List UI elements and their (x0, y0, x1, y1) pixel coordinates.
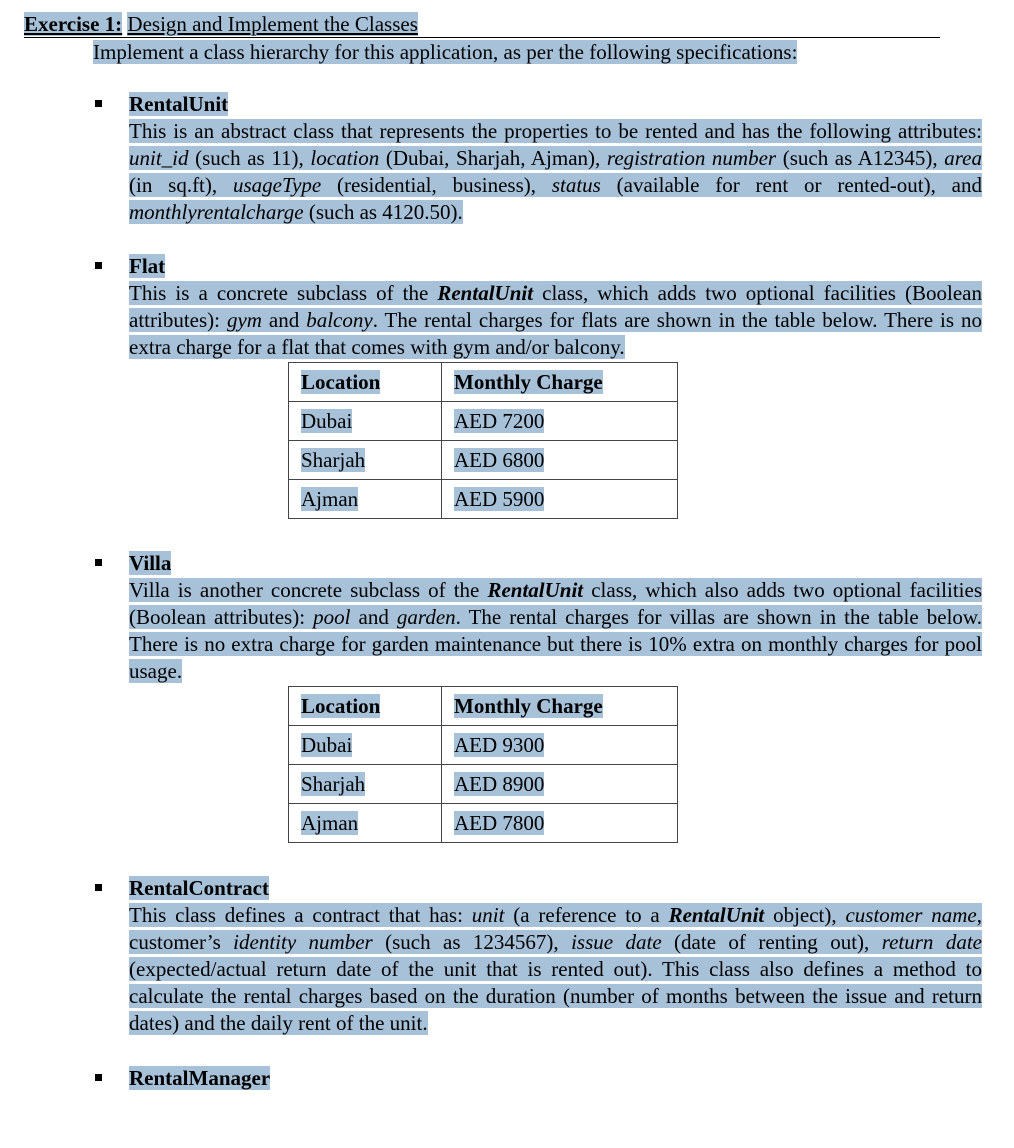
table-row: Sharjah AED 6800 (289, 441, 678, 480)
bullet-icon (95, 1074, 102, 1081)
section-description: This is a concrete subclass of the RentalUnit class, which adds two optional facilities (Boolean attributes): gym and balcony. The rental charges for flats are shown in the table below. There is no extra charge for a flat that comes with gym and/or balcony. (129, 281, 982, 359)
exercise-heading (24, 11, 940, 38)
bullet-icon (95, 262, 102, 269)
section-description: Villa is another concrete subclass of the RentalUnit class, which also adds two optional facilities (Boolean attributes): pool and garden. The rental charges for villas are shown in the table below. There is no extra charge for garden maintenance but there is 10% extra on monthly charges for pool usage. (129, 578, 982, 683)
section-rental-unit (92, 91, 982, 226)
section-heading: Flat (129, 254, 166, 278)
exercise-label: Exercise 1: (24, 12, 123, 36)
flat-rates-table (288, 362, 678, 519)
bullet-icon (95, 559, 102, 566)
table-header-row: Location Monthly Charge (289, 687, 678, 726)
table-row: Sharjah AED 8900 (289, 765, 678, 804)
section-description: This is an abstract class that represents the properties to be rented and has the following attributes: unit_id (such as 11), location (Dubai, Sharjah, Ajman), registration number (such as A12345), area (in sq.ft), usageType (residential, business), status (available for rent or rented-out), and monthlyrentalcharge (such as 4120.50). (129, 119, 982, 224)
section-flat (92, 253, 982, 361)
exercise-title: Design and Implement the Classes (127, 12, 418, 36)
bullet-icon (95, 100, 102, 107)
bullet-icon (95, 884, 102, 891)
section-villa (92, 550, 982, 685)
villa-rates-table (288, 686, 678, 843)
table-row: Ajman AED 7800 (289, 804, 678, 843)
section-heading: RentalContract (129, 876, 269, 900)
section-heading: RentalUnit (129, 92, 229, 116)
section-heading: RentalManager (129, 1066, 271, 1090)
section-rental-contract (92, 875, 982, 1037)
table-header-row: Location Monthly Charge (289, 363, 678, 402)
table-row: Dubai AED 7200 (289, 402, 678, 441)
table-row: Ajman AED 5900 (289, 480, 678, 519)
section-heading: Villa (129, 551, 172, 575)
section-rental-manager (92, 1065, 982, 1092)
section-description: This class defines a contract that has: unit (a reference to a RentalUnit object), customer name, customer’s identity number (such as 1234567), issue date (date of renting out), return date (expected/actual return date of the unit that is rented out). This class also defines a method to calculate the rental charges based on the duration (number of months between the issue and return dates) and the daily rent of the unit. (129, 903, 982, 1035)
intro-text: Implement a class hierarchy for this application, as per the following specifications: (93, 40, 798, 64)
table-row: Dubai AED 9300 (289, 726, 678, 765)
